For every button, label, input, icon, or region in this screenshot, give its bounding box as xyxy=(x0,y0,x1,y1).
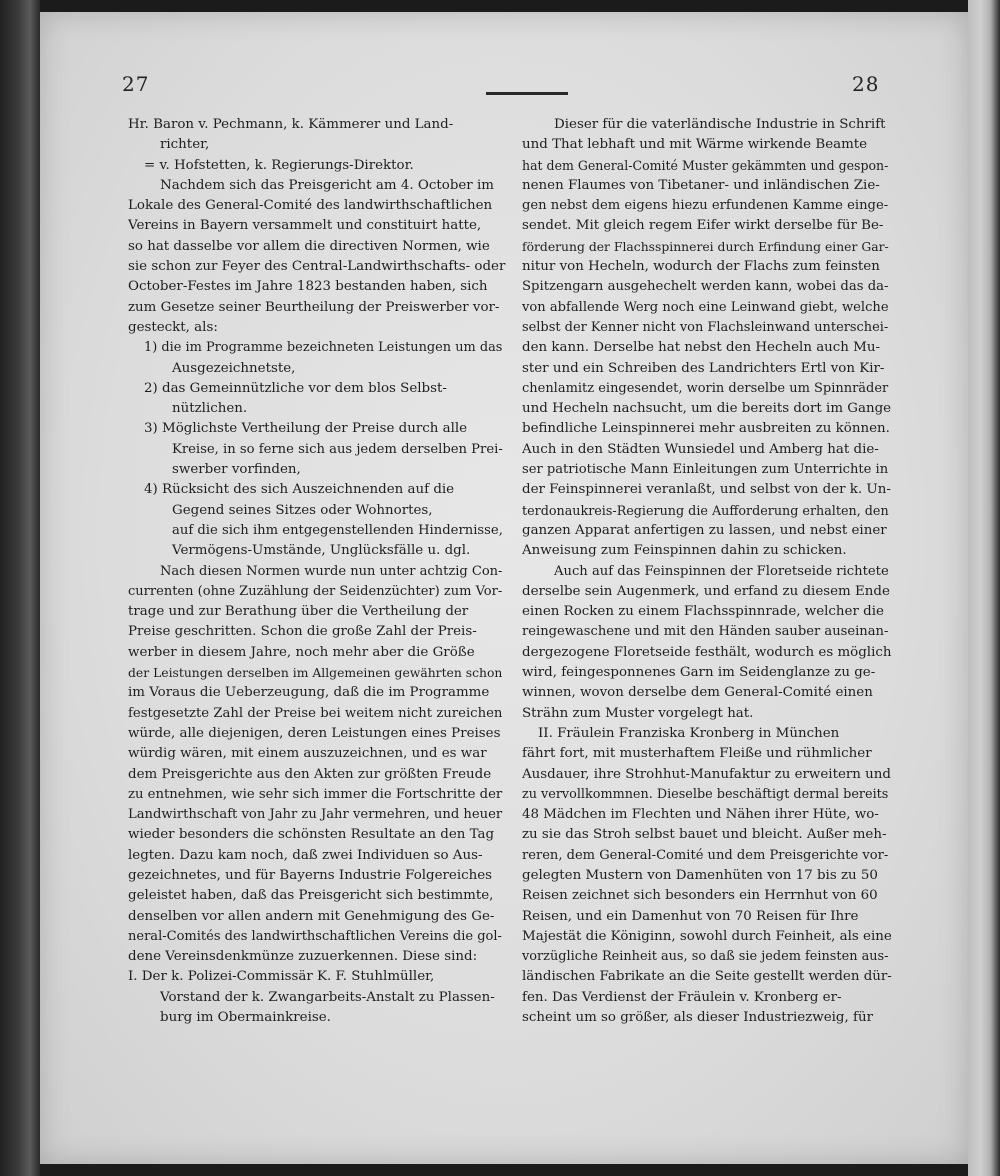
text-line: der Leistungen derselben im Allgemeinen gewährten schon xyxy=(128,666,503,681)
text-line: winnen, wovon derselbe dem General-Comité einen xyxy=(522,685,873,701)
text-line: Gegend seines Sitzes oder Wohnortes, xyxy=(172,502,433,518)
text-line: von abfallende Werg noch eine Leinwand giebt, welche xyxy=(522,299,889,315)
text-line: dergezogene Floretseide festhält, wodurch es möglich xyxy=(522,644,892,660)
text-line: neral-Comités des landwirthschaftlichen Vereins die gol- xyxy=(128,928,502,944)
text-line: ländischen Fabrikate an die Seite gestellt werden dür- xyxy=(522,969,892,985)
text-line: Reisen, und ein Damenhut von 70 Reisen für Ihre xyxy=(522,908,859,924)
text-line: Vermögens-Umstände, Unglücksfälle u. dgl. xyxy=(172,543,471,559)
text-line: zu sie das Stroh selbst bauet und bleicht. Außer meh- xyxy=(522,827,887,843)
text-line: sie schon zur Feyer des Central-Landwirthschafts- oder xyxy=(128,259,506,275)
text-line: Hr. Baron v. Pechmann, k. Kämmerer und Land- xyxy=(128,117,454,132)
text-line: reingewaschene und mit den Händen sauber auseinan- xyxy=(522,624,889,640)
scan-edge-left xyxy=(0,0,40,1176)
text-line: 4) Rücksicht des sich Auszeichnenden auf die xyxy=(144,482,455,498)
text-line: Auch auf das Feinspinnen der Floretseide richtete xyxy=(554,563,889,579)
text-line: 3) Möglichste Vertheilung der Preise durch alle xyxy=(144,421,468,437)
text-line: wird, feingesponnenes Garn im Seidenglanze zu ge- xyxy=(522,665,876,681)
text-line: currenten (ohne Zuzählung der Seidenzüchter) zum Vor- xyxy=(128,583,503,599)
text-line: Vereins in Bayern versammelt und constituirt hatte, xyxy=(128,218,482,234)
text-line: trage und zur Berathung über die Vertheilung der xyxy=(128,604,469,620)
text-line: hat dem General-Comité Muster gekämmten und gespon- xyxy=(522,157,889,173)
right-text-column xyxy=(522,115,892,1028)
text-line: befindliche Leinspinnerei mehr ausbreiten zu können. xyxy=(522,421,890,437)
text-line: chenlamitz eingesendet, worin derselbe um Spinnräder xyxy=(522,380,889,396)
text-line: Majestät die Königinn, sowohl durch Feinheit, als eine xyxy=(522,928,892,944)
text-line: Lokale des General-Comité des landwirthschaftlichen xyxy=(128,198,493,214)
text-line: zu vervollkommnen. Dieselbe beschäftigt dermal bereits xyxy=(522,786,889,802)
text-line: so hat dasselbe vor allem die directiven Normen, wie xyxy=(128,238,490,254)
text-line: geleistet haben, daß das Preisgericht sich bestimmte, xyxy=(128,888,494,904)
text-line: legten. Dazu kam noch, daß zwei Individuen so Aus- xyxy=(128,847,483,863)
text-line: dem Preisgerichte aus den Akten zur größten Freude xyxy=(128,766,492,782)
text-line: würdig wären, mit einem auszuzeichnen, und es war xyxy=(128,746,487,762)
text-line: 2) das Gemeinnützliche vor dem blos Selbst- xyxy=(144,380,447,396)
text-line: im Voraus die Ueberzeugung, daß die im Programme xyxy=(128,685,490,701)
text-line: nitur von Hecheln, wodurch der Flachs zum feinsten xyxy=(522,259,880,275)
header-rule xyxy=(486,92,568,95)
text-line: Auch in den Städten Wunsiedel und Amberg hat die- xyxy=(522,441,879,457)
text-line: gelegten Mustern von Damenhüten von 17 bis zu 50 xyxy=(522,867,878,883)
text-line: Nachdem sich das Preisgericht am 4. October im xyxy=(160,177,494,193)
text-line: fen. Das Verdienst der Fräulein v. Kronberg er- xyxy=(522,989,842,1005)
text-line: Dieser für die vaterländische Industrie in Schrift xyxy=(554,117,886,132)
text-line: nenen Flaumes von Tibetaner- und inländischen Zie- xyxy=(522,177,880,193)
text-line: sendet. Mit gleich regem Eifer wirkt derselbe für Be- xyxy=(522,218,884,234)
text-line: und That lebhaft und mit Wärme wirkende Beamte xyxy=(522,137,868,153)
text-line: förderung der Flachsspinnerei durch Erfindung einer Gar- xyxy=(522,239,889,254)
text-line: vorzügliche Reinheit aus, so daß sie jedem feinsten aus- xyxy=(522,949,889,965)
text-line: ster und ein Schreiben des Landrichters Ertl von Kir- xyxy=(522,360,885,376)
text-line: terdonaukreis-Regierung die Aufforderung erhalten, den xyxy=(522,502,889,518)
text-line: Kreise, in so ferne sich aus jedem derselben Prei- xyxy=(172,441,503,457)
text-line: = v. Hofstetten, k. Regierungs-Direktor. xyxy=(144,157,414,173)
text-line: Vorstand der k. Zwangarbeits-Anstalt zu Plassen- xyxy=(160,989,495,1005)
text-line: nützlichen. xyxy=(172,401,248,417)
text-line: Anweisung zum Feinspinnen dahin zu schicken. xyxy=(522,543,847,559)
text-line: derselbe sein Augenmerk, und erfand zu diesem Ende xyxy=(522,583,890,599)
text-line: festgesetzte Zahl der Preise bei weitem nicht zureichen xyxy=(128,705,503,721)
text-line: Ausdauer, ihre Strohhut-Manufaktur zu erweitern und xyxy=(522,766,891,782)
text-line: zum Gesetze seiner Beurtheilung der Preiswerber vor- xyxy=(128,299,500,315)
text-line: Landwirthschaft von Jahr zu Jahr vermehren, und heuer xyxy=(128,807,503,823)
text-line: swerber vorfinden, xyxy=(172,462,301,478)
text-line: Ausgezeichnetste, xyxy=(172,360,296,376)
page-number-left: 27 xyxy=(122,72,150,96)
text-line: gesteckt, als: xyxy=(128,319,218,335)
text-line: burg im Obermainkreise. xyxy=(160,1010,331,1026)
text-line: würde, alle diejenigen, deren Leistungen eines Preises xyxy=(128,725,501,741)
text-line: ganzen Apparat anfertigen zu lassen, und nebst einer xyxy=(522,522,887,538)
text-line: und Hecheln nachsucht, um die bereits dort im Gange xyxy=(522,401,892,417)
text-line: Strähn zum Muster vorgelegt hat. xyxy=(522,705,754,721)
text-line: dene Vereinsdenkmünze zuzuerkennen. Diese sind: xyxy=(128,949,478,965)
text-line: Reisen zeichnet sich besonders ein Herrnhut von 60 xyxy=(522,888,878,904)
text-line: Spitzengarn ausgehechelt werden kann, wobei das da- xyxy=(522,279,889,295)
text-line: Preise geschritten. Schon die große Zahl der Preis- xyxy=(128,624,477,640)
left-text-column xyxy=(128,115,506,1028)
text-line: gen nebst dem eigens hiezu erfundenen Kamme einge- xyxy=(522,198,889,214)
text-line: den kann. Derselbe hat nebst den Hecheln auch Mu- xyxy=(522,340,881,356)
text-line: selbst der Kenner nicht von Flachsleinwand unterschei- xyxy=(522,319,889,335)
text-line: ser patriotische Mann Einleitungen zum Unterrichte in xyxy=(522,462,889,478)
text-line: werber in diesem Jahre, noch mehr aber die Größe xyxy=(128,644,475,660)
text-line: II. Fräulein Franziska Kronberg in München xyxy=(538,725,840,741)
text-line: 1) die im Programme bezeichneten Leistungen um das xyxy=(144,340,503,356)
text-line: gezeichnetes, und für Bayerns Industrie Folgereiches xyxy=(128,867,493,883)
text-line: der Feinspinnerei veranlaßt, und selbst von der k. Un- xyxy=(522,482,891,498)
text-line: wieder besonders die schönsten Resultate an den Tag xyxy=(128,827,495,843)
text-line: richter, xyxy=(160,137,210,153)
text-line: auf die sich ihm entgegenstellenden Hindernisse, xyxy=(172,522,503,538)
text-line: October-Festes im Jahre 1823 bestanden haben, sich xyxy=(128,279,488,295)
text-line: 48 Mädchen im Flechten und Nähen ihrer Hüte, wo- xyxy=(522,807,879,823)
page-number-right: 28 xyxy=(852,72,880,96)
text-line: I. Der k. Polizei-Commissär K. F. Stuhlmüller, xyxy=(128,969,435,985)
text-line: zu entnehmen, wie sehr sich immer die Fortschritte der xyxy=(128,786,503,802)
text-line: einen Rocken zu einem Flachsspinnrade, welcher die xyxy=(522,604,884,620)
scan-edge-right xyxy=(968,0,1000,1176)
text-line: reren, dem General-Comité und dem Preisgerichte vor- xyxy=(522,847,889,863)
text-line: scheint um so größer, als dieser Industriezweig, für xyxy=(522,1010,873,1026)
text-line: Nach diesen Normen wurde nun unter achtzig Con- xyxy=(160,563,503,579)
text-line: denselben vor allen andern mit Genehmigung des Ge- xyxy=(128,908,495,924)
text-line: fährt fort, mit musterhaftem Fleiße und rühmlicher xyxy=(522,746,872,762)
